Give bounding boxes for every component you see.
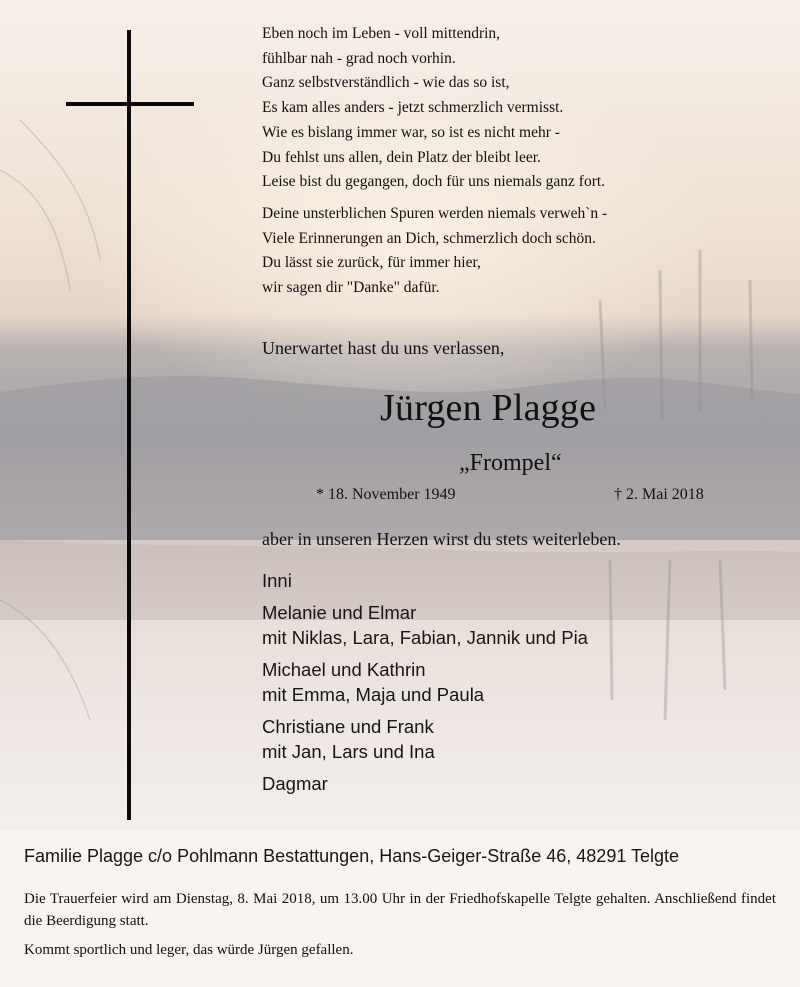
poem-line: Eben noch im Leben - voll mittendrin, (262, 25, 501, 42)
cross-horizontal-bar (66, 102, 194, 106)
poem-stanza-3 (262, 202, 762, 300)
poem-line: wir sagen dir "Danke" dafür. (262, 278, 440, 296)
mourner-line: mit Jan, Lars und Ina (262, 741, 435, 762)
poem-line: Es kam alles anders - jetzt schmerzlich vermisst. (262, 98, 564, 116)
mourner-line: Inni (262, 570, 292, 591)
intro-text: Unerwartet hast du uns verlassen, (262, 338, 505, 358)
mourner-group (262, 714, 762, 764)
mourner-line: mit Niklas, Lara, Fabian, Jannik und Pia (262, 627, 588, 648)
poem-line: Viele Erinnerungen an Dich, schmerzlich doch schön. (262, 229, 596, 247)
deceased-nickname: „Frompel“ (459, 450, 562, 476)
poem-line: Deine unsterblichen Spuren werden niemals verweh`n - (262, 205, 608, 222)
deceased-name: Jürgen Plagge (380, 387, 597, 429)
funeral-notice: Die Trauerfeier wird am Dienstag, 8. Mai 2018, um 13.00 Uhr in der Friedhofskapelle Telgte gehalten. Anschließend findet die Beerdigung statt. (24, 891, 776, 929)
mourner-group (262, 600, 762, 650)
closing-text: aber in unseren Herzen wirst du stets weiterleben. (262, 529, 621, 549)
poem-line: fühlbar nah - grad noch vorhin. (262, 49, 456, 67)
poem-line: Wie es bislang immer war, so ist es nicht mehr - (262, 124, 560, 141)
mourner-line: Dagmar (262, 773, 328, 794)
cross-vertical-bar (127, 30, 131, 820)
mourner-group (262, 568, 762, 593)
birth-date: * 18. November 1949 (316, 486, 456, 503)
mourner-line: Michael und Kathrin (262, 659, 426, 680)
mourners-list (262, 568, 762, 803)
poem-line: Ganz selbstverständlich - wie das so ist, (262, 74, 510, 91)
poem-line: Du lässt sie zurück, für immer hier, (262, 254, 481, 271)
family-address: Familie Plagge c/o Pohlmann Bestattungen, Hans-Geiger-Straße 46, 48291 Telgte (24, 846, 680, 866)
mourner-line: Christiane und Frank (262, 716, 434, 737)
mourner-line: mit Emma, Maja und Paula (262, 684, 485, 705)
mourner-line: Melanie und Elmar (262, 602, 417, 623)
mourner-group (262, 657, 762, 707)
poem-line: Du fehlst uns allen, dein Platz der bleibt leer. (262, 148, 541, 166)
death-date: † 2. Mai 2018 (614, 486, 704, 503)
dress-note: Kommt sportlich und leger, das würde Jürgen gefallen. (24, 942, 354, 958)
poem-stanza-1 (262, 22, 762, 120)
mourner-group (262, 771, 762, 796)
poem-stanza-2 (262, 121, 762, 195)
poem-line: Leise bist du gegangen, doch für uns niemals ganz fort. (262, 173, 606, 190)
